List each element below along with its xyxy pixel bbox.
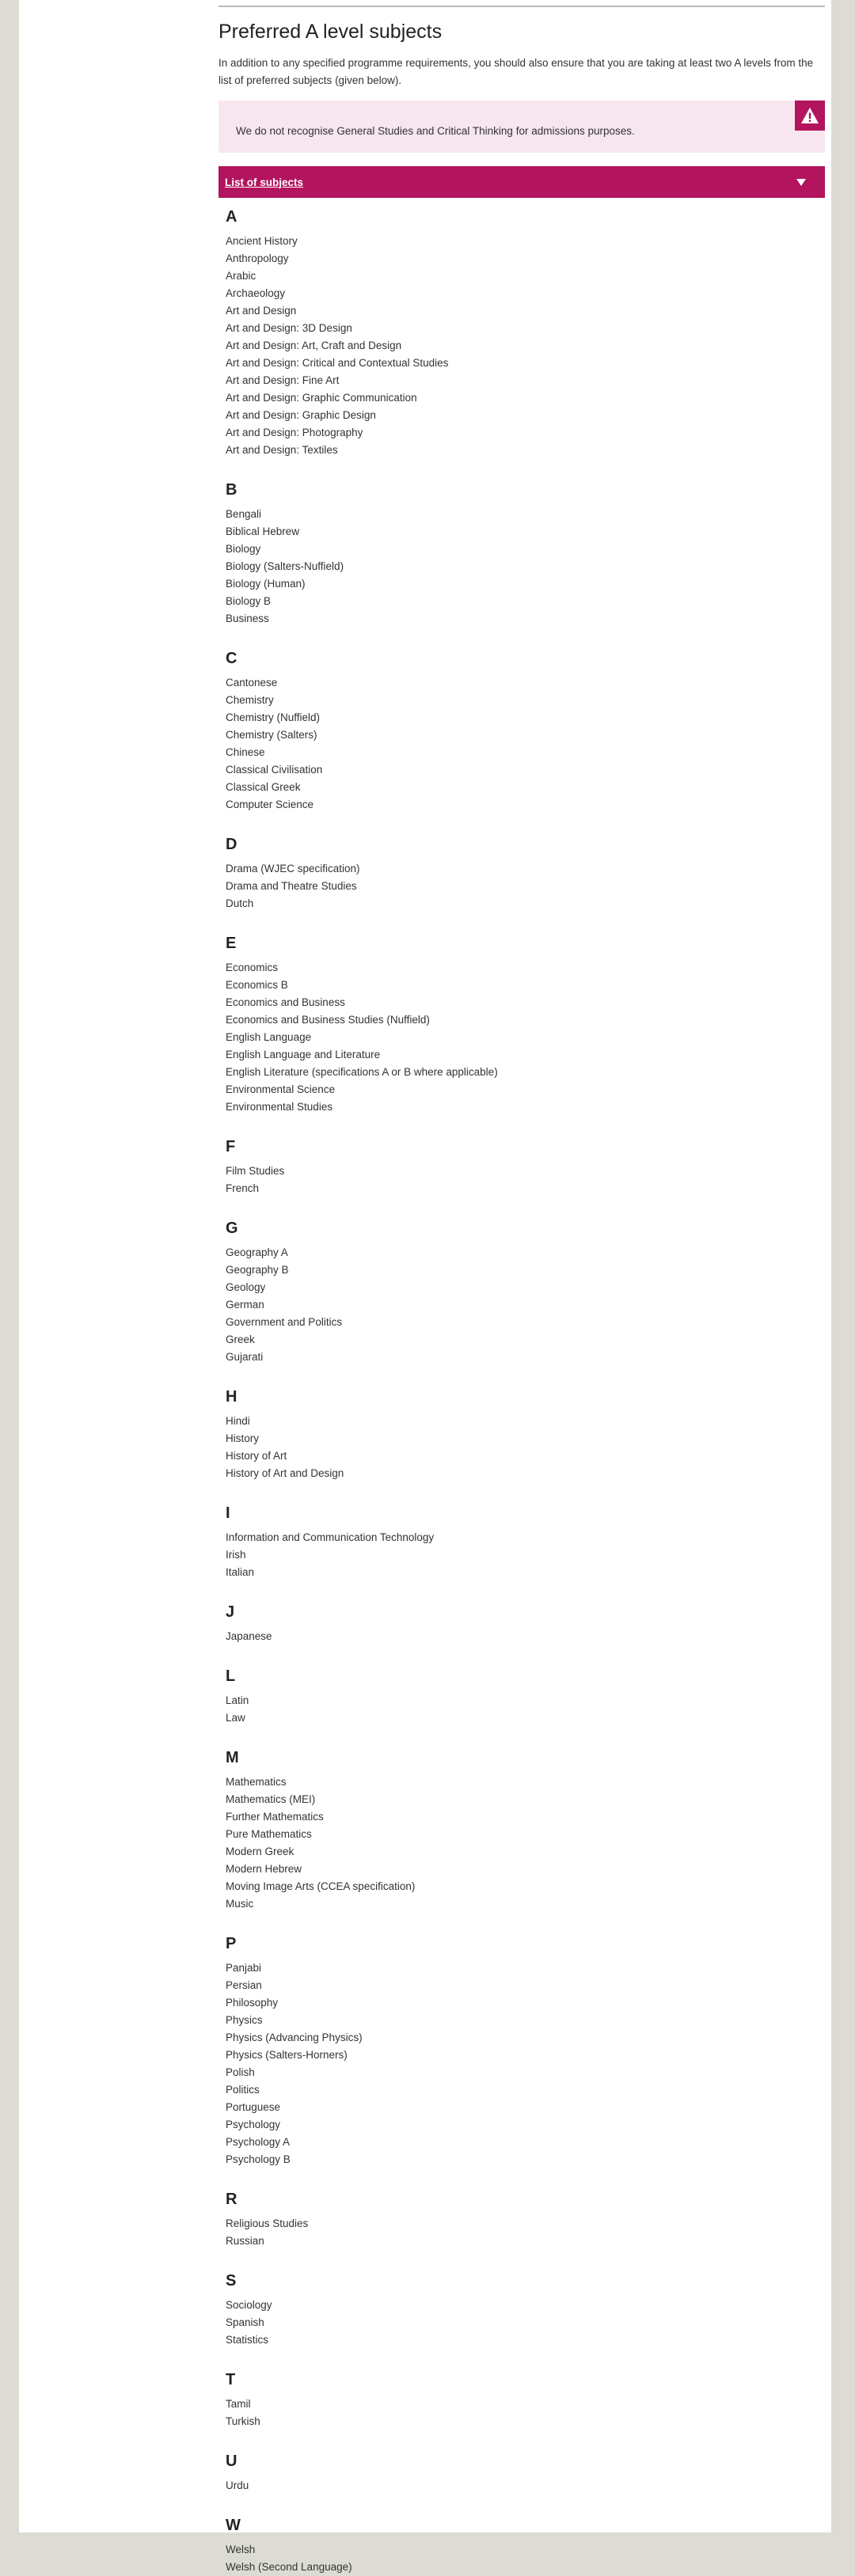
subject-item: Portuguese xyxy=(226,2101,281,2113)
subject-item: Art and Design: Graphic Design xyxy=(226,409,376,421)
subject-item: Pure Mathematics xyxy=(226,1828,312,1840)
group-letter-heading: W xyxy=(226,2517,241,2534)
subject-list xyxy=(226,1413,825,1482)
subject-item: Law xyxy=(226,1712,245,1724)
subject-item: Classical Civilisation xyxy=(226,764,323,776)
subject-item: Art and Design: Art, Craft and Design xyxy=(226,340,402,351)
subject-item: Art and Design: Textiles xyxy=(226,444,338,456)
subject-item: Modern Greek xyxy=(226,1846,294,1857)
subject-item: Arabic xyxy=(226,270,256,282)
subject-list xyxy=(226,233,825,459)
group-letter-heading: D xyxy=(226,836,238,853)
subject-item: Modern Hebrew xyxy=(226,1863,302,1875)
triangle-down-icon[interactable] xyxy=(796,179,806,186)
subject-item: Persian xyxy=(226,1979,262,1991)
subjects-list xyxy=(218,207,825,2576)
subject-item: Bengali xyxy=(226,508,262,520)
group-letter-heading: F xyxy=(226,1138,236,1155)
subject-item: Music xyxy=(226,1898,254,1910)
subject-item: Chinese xyxy=(226,746,265,758)
page-title: Preferred A level subjects xyxy=(218,21,443,43)
subject-item: Information and Communication Technology xyxy=(226,1531,435,1543)
group-letter-heading: B xyxy=(226,481,238,499)
subject-list xyxy=(226,1960,825,2168)
subject-item: Dutch xyxy=(226,897,254,909)
subject-list xyxy=(226,1244,825,1366)
subject-item: Chemistry (Nuffield) xyxy=(226,711,321,723)
subject-item: Government and Politics xyxy=(226,1316,343,1328)
subject-item: Irish xyxy=(226,1549,246,1561)
subject-item: Moving Image Arts (CCEA specification) xyxy=(226,1880,416,1892)
subject-group-h xyxy=(226,1387,825,1482)
subject-item: Politics xyxy=(226,2084,260,2096)
subject-item: English Language xyxy=(226,1031,312,1043)
subject-item: Business xyxy=(226,613,269,624)
main-content xyxy=(218,0,825,2576)
subject-item: Film Studies xyxy=(226,1165,285,1177)
group-letter-heading: P xyxy=(226,1935,237,1952)
subject-item: Cantonese xyxy=(226,677,278,689)
accordion-label[interactable]: List of subjects xyxy=(225,176,304,188)
subject-list xyxy=(226,674,825,814)
subject-group-w xyxy=(226,2516,825,2576)
subject-item: Greek xyxy=(226,1334,255,1345)
subject-item: Art and Design: Photography xyxy=(226,427,363,438)
subject-item: Further Mathematics xyxy=(226,1811,324,1823)
group-letter-heading: U xyxy=(226,2453,238,2470)
subject-item: Anthropology xyxy=(226,252,289,264)
group-letter-heading: H xyxy=(226,1388,238,1406)
subject-list xyxy=(226,2396,825,2430)
subject-group-r xyxy=(226,2190,825,2250)
subject-list xyxy=(226,1774,825,1913)
subjects-accordion-toggle[interactable] xyxy=(218,166,825,198)
group-letter-heading: S xyxy=(226,2272,237,2290)
group-letter-heading: E xyxy=(226,935,237,952)
subject-item: Physics (Advancing Physics) xyxy=(226,2032,363,2043)
subject-item: Psychology B xyxy=(226,2153,291,2165)
subject-item: Drama and Theatre Studies xyxy=(226,880,357,892)
group-letter-heading: T xyxy=(226,2371,236,2388)
subject-item: Panjabi xyxy=(226,1962,262,1974)
subject-item: Art and Design: Graphic Communication xyxy=(226,392,417,404)
subject-list xyxy=(226,959,825,1116)
subject-item: Chemistry (Salters) xyxy=(226,729,317,741)
subject-item: Biology xyxy=(226,543,261,555)
subject-item: Art and Design xyxy=(226,305,297,317)
subject-item: Italian xyxy=(226,1566,255,1578)
subject-group-l xyxy=(226,1667,825,1727)
subject-item: Gujarati xyxy=(226,1351,264,1363)
subject-list xyxy=(226,860,825,912)
subject-item: Ancient History xyxy=(226,235,298,247)
group-letter-heading: A xyxy=(226,208,238,226)
group-letter-heading: M xyxy=(226,1749,239,1766)
subject-item: Economics and Business Studies (Nuffield) xyxy=(226,1014,430,1026)
subject-item: Biblical Hebrew xyxy=(226,525,300,537)
subject-item: Mathematics (MEI) xyxy=(226,1793,316,1805)
group-letter-heading: G xyxy=(226,1220,238,1237)
subject-item: History of Art xyxy=(226,1450,287,1462)
subject-item: Psychology xyxy=(226,2119,281,2130)
subject-item: Geology xyxy=(226,1281,266,1293)
group-letter-heading: C xyxy=(226,650,238,667)
group-letter-heading: I xyxy=(226,1504,230,1522)
subject-item: Economics B xyxy=(226,979,288,991)
subject-list xyxy=(226,1692,825,1727)
group-letter-heading: J xyxy=(226,1603,235,1621)
notice-text: We do not recognise General Studies and Critical Thinking for admissions purposes. xyxy=(236,125,635,137)
subject-item: Polish xyxy=(226,2066,255,2078)
subject-group-m xyxy=(226,1748,825,1913)
subject-group-i xyxy=(226,1504,825,1581)
intro-text: In addition to any specified programme requirements, you should also ensure that you are taking at least two A levels from the list of preferred subjects (given below). xyxy=(218,57,814,86)
subject-item: Latin xyxy=(226,1694,249,1706)
subject-item: Mathematics xyxy=(226,1776,287,1788)
subject-list xyxy=(226,1163,825,1197)
subject-item: Art and Design: Fine Art xyxy=(226,374,340,386)
top-divider xyxy=(218,6,825,7)
subject-group-a xyxy=(226,207,825,459)
subject-item: Welsh (Second Language) xyxy=(226,2561,352,2573)
subject-item: Geography A xyxy=(226,1246,288,1258)
subject-item: Religious Studies xyxy=(226,2217,309,2229)
subject-group-u xyxy=(226,2452,825,2494)
subject-group-f xyxy=(226,1137,825,1197)
subject-item: Geography B xyxy=(226,1264,289,1276)
subject-group-b xyxy=(226,480,825,628)
subject-list xyxy=(226,506,825,628)
subject-item: Biology (Human) xyxy=(226,578,306,590)
subject-item: Environmental Science xyxy=(226,1083,336,1095)
subject-item: Computer Science xyxy=(226,799,314,810)
subject-item: Russian xyxy=(226,2235,264,2247)
subject-item: Psychology A xyxy=(226,2136,291,2148)
subject-group-g xyxy=(226,1219,825,1366)
subject-group-d xyxy=(226,835,825,912)
subject-item: Hindi xyxy=(226,1415,250,1427)
subject-group-e xyxy=(226,934,825,1116)
subject-item: History xyxy=(226,1432,260,1444)
subject-group-p xyxy=(226,1934,825,2168)
subject-item: Japanese xyxy=(226,1630,272,1642)
subject-item: Physics (Salters-Horners) xyxy=(226,2049,348,2061)
subject-item: Biology B xyxy=(226,595,272,607)
subject-item: History of Art and Design xyxy=(226,1467,344,1479)
subject-item: Biology (Salters-Nuffield) xyxy=(226,560,344,572)
subject-item: Spanish xyxy=(226,2316,264,2328)
page-container xyxy=(19,0,831,2573)
subject-group-c xyxy=(226,649,825,814)
subject-item: Physics xyxy=(226,2014,263,2026)
subject-item: Environmental Studies xyxy=(226,1101,333,1113)
subject-item: Economics and Business xyxy=(226,996,345,1008)
subject-item: Sociology xyxy=(226,2299,272,2311)
subject-item: English Literature (specifications A or B where applicable) xyxy=(226,1066,498,1078)
subject-item: Urdu xyxy=(226,2479,249,2491)
subject-list xyxy=(226,2541,825,2576)
subject-group-s xyxy=(226,2271,825,2349)
subject-item: German xyxy=(226,1299,264,1311)
notice-box xyxy=(218,101,825,153)
subject-item: Classical Greek xyxy=(226,781,301,793)
subject-group-j xyxy=(226,1603,825,1645)
subject-item: Economics xyxy=(226,962,279,973)
subject-item: English Language and Literature xyxy=(226,1049,381,1060)
subject-list xyxy=(226,2215,825,2250)
subject-group-t xyxy=(226,2370,825,2430)
subject-item: Chemistry xyxy=(226,694,274,706)
warning-icon xyxy=(795,101,825,131)
subject-list xyxy=(226,1529,825,1581)
subject-item: Art and Design: Critical and Contextual Studies xyxy=(226,357,449,369)
subject-item: Turkish xyxy=(226,2415,260,2427)
subject-item: Tamil xyxy=(226,2398,251,2410)
subject-item: Art and Design: 3D Design xyxy=(226,322,352,334)
subject-list xyxy=(226,1628,825,1645)
subject-item: Archaeology xyxy=(226,287,286,299)
subject-item: Welsh xyxy=(226,2544,256,2555)
group-letter-heading: R xyxy=(226,2191,238,2208)
subject-item: Philosophy xyxy=(226,1997,279,2009)
subject-item: Drama (WJEC specification) xyxy=(226,863,360,874)
subject-list xyxy=(226,2477,825,2494)
subject-list xyxy=(226,2297,825,2349)
subject-item: French xyxy=(226,1182,260,1194)
subject-item: Statistics xyxy=(226,2334,269,2346)
group-letter-heading: L xyxy=(226,1667,236,1685)
